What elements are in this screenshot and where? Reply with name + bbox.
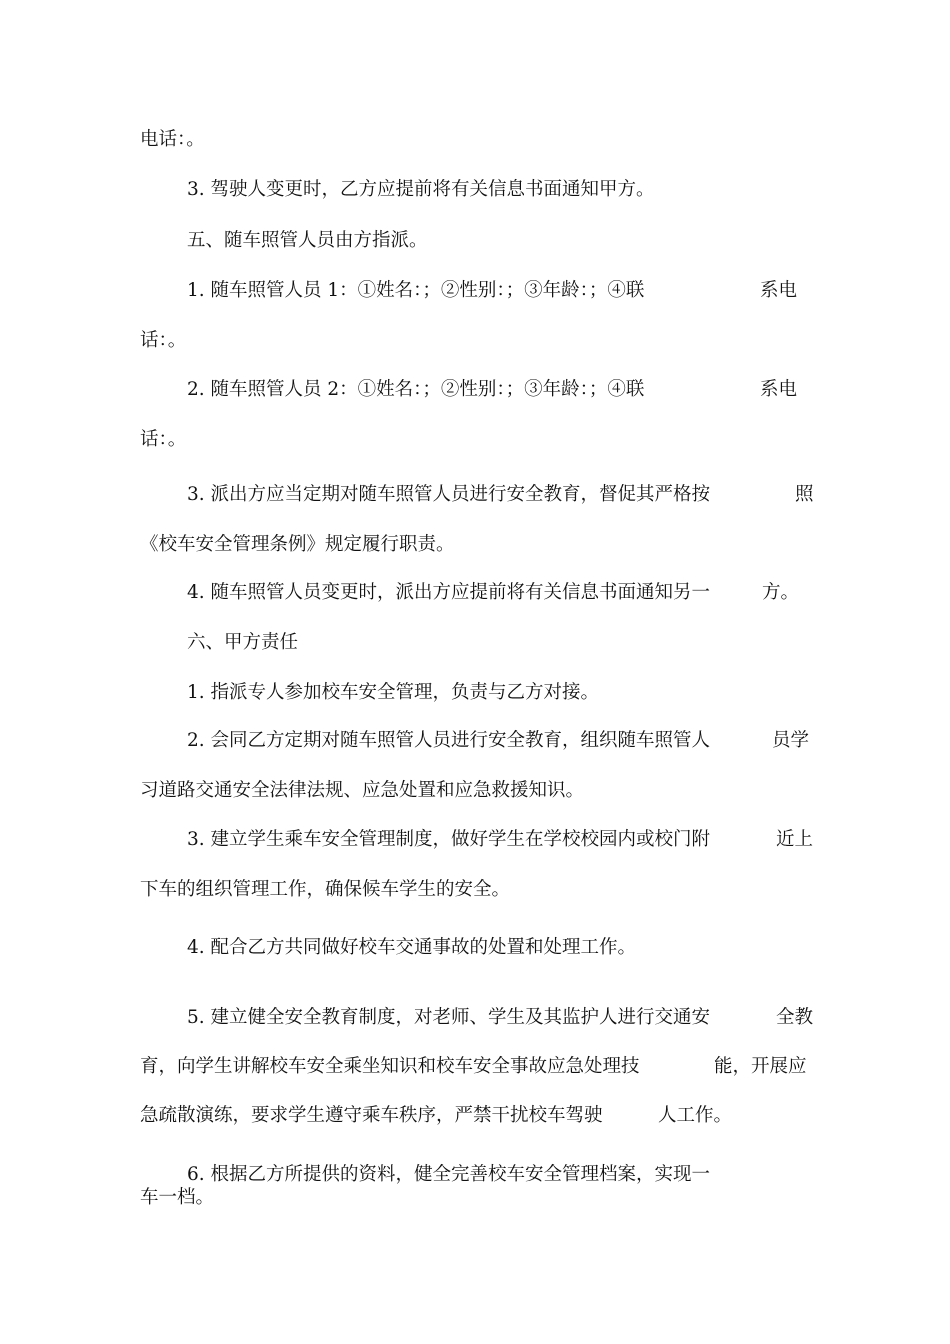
text-line: 6. 根据乙方所提供的资料，健全完善校车安全管理档案，实现一 — [187, 1164, 711, 1185]
text-line: 2. 会同乙方定期对随车照管人员进行安全教育，组织随车照管人 — [187, 730, 711, 751]
text-line: 方。 — [762, 582, 800, 603]
text-line: 《校车安全管理条例》规定履行职责。 — [140, 534, 455, 555]
text-line: 习道路交通安全法律法规、应急处置和应急救援知识。 — [140, 780, 585, 801]
text-line: 近上 — [776, 829, 814, 850]
text-line: 1. 随车照管人员 1：①姓名：；②性别：；③年龄：；④联 — [187, 280, 645, 301]
text-line: 员学 — [772, 730, 810, 751]
text-line: 话：。 — [140, 429, 187, 450]
section-heading: 六、甲方责任 — [187, 632, 299, 653]
section-heading: 五、随车照管人员由方指派。 — [187, 230, 428, 251]
text-line: 2. 随车照管人员 2：①姓名：；②性别：；③年龄：；④联 — [187, 379, 645, 400]
text-line: 能，开展应 — [714, 1056, 807, 1077]
text-line: 系电 — [760, 280, 798, 301]
text-line: 人工作。 — [658, 1105, 733, 1126]
text-line: 3. 驾驶人变更时，乙方应提前将有关信息书面通知甲方。 — [187, 179, 655, 200]
text-line: 5. 建立健全安全教育制度，对老师、学生及其监护人进行交通安 — [187, 1007, 711, 1028]
text-line: 全教 — [776, 1007, 814, 1028]
text-line: 系电 — [760, 379, 798, 400]
text-line: 4. 配合乙方共同做好校车交通事故的处置和处理工作。 — [187, 937, 637, 958]
text-line: 电话：。 — [140, 129, 205, 150]
text-line: 3. 派出方应当定期对随车照管人员进行安全教育，督促其严格按 — [187, 484, 711, 505]
text-line: 1. 指派专人参加校车安全管理，负责与乙方对接。 — [187, 682, 600, 703]
text-line: 车一档。 — [140, 1187, 215, 1208]
text-line: 照 — [795, 484, 814, 505]
text-line: 育，向学生讲解校车安全乘坐知识和校车安全事故应急处理技 — [140, 1056, 640, 1077]
text-line: 4. 随车照管人员变更时，派出方应提前将有关信息书面通知另一 — [187, 582, 711, 603]
text-line: 话：。 — [140, 330, 187, 351]
text-line: 急疏散演练，要求学生遵守乘车秩序，严禁干扰校车驾驶 — [140, 1105, 603, 1126]
text-line: 下车的组织管理工作，确保候车学生的安全。 — [140, 879, 511, 900]
text-line: 3. 建立学生乘车安全管理制度，做好学生在学校校园内或校门附 — [187, 829, 711, 850]
